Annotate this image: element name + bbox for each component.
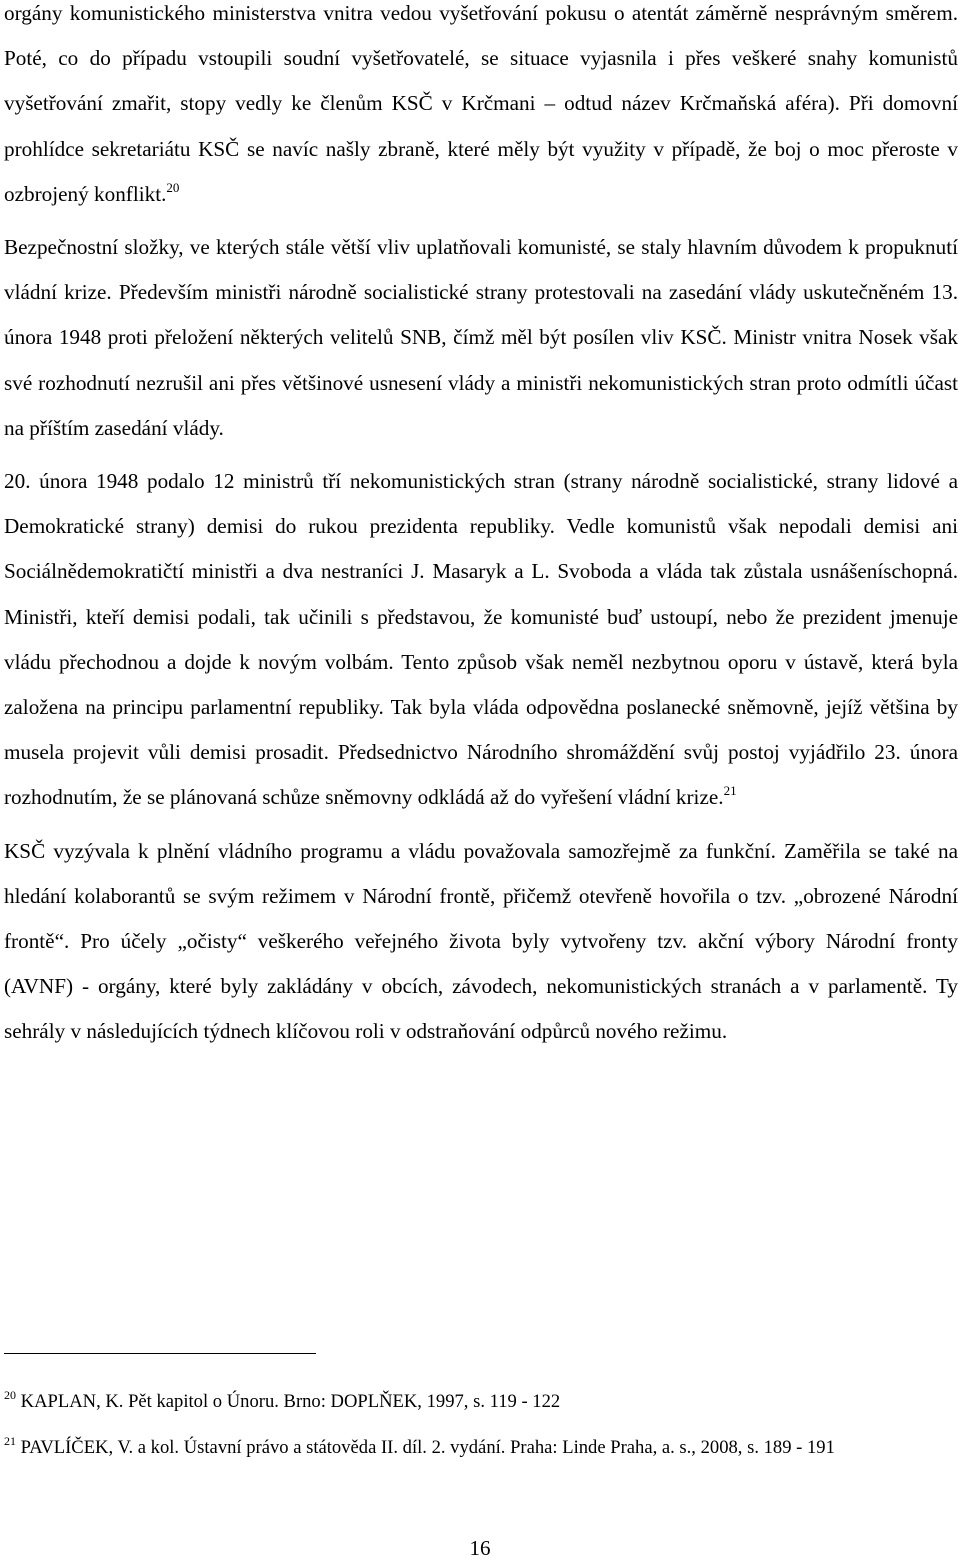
footnote-text: PAVLÍČEK, V. a kol. Ústavní právo a státověda II. díl. 2. vydání. Praha: Linde Praha, a. s., 2008, s. 189 - 191 [20, 1437, 835, 1458]
footnote-21 [4, 1430, 958, 1466]
paragraph-3-text: 20. února 1948 podalo 12 ministrů tří nekomunistických stran (strany národně socialistické, strany lidové a Demokratické strany) demisi do rukou prezidenta republiky. Vedle komunistů však nepodali demisi ani Sociálnědemokratičtí ministři a dva nestraníci J. Masaryk a L. Svoboda a vláda tak zůstala usnášeníschopná. Ministři, kteří demisi podali, tak učinili s představou, že komunisté buď ustoupí, nebo že prezident jmenuje vládu přechodnou a dojde k novým volbám. Tento způsob však neměl nezbytnou oporu v ústavě, která byla založena na principu parlamentní republiky. Tak byla vláda odpovědna poslanecké sněmovně, jejíž většina by musela projevit vůli demisi prosadit. Předsednictvo Národního shromáždění svůj postoj vyjádřilo 23. února rozhodnutím, že se plánovaná schůze sněmovny odkládá až do vyřešení vládní krize. [4, 469, 958, 810]
footnote-ref-21: 21 [723, 783, 737, 799]
footnote-number: 21 [4, 1434, 16, 1448]
paragraph-1-text: orgány komunistického ministerstva vnitra vedou vyšetřování pokusu o atentát záměrně nesprávným směrem. Poté, co do případu vstoupili soudní vyšetřovatelé, se situace vyjasnila i přes veškeré snahy komunistů vyšetřování zmařit, stopy vedly ke členům KSČ v Krčmani – odtud název Krčmaňská aféra). Při domovní prohlídce sekretariátu KSČ se navíc našly zbraně, které měly být využity v případě, že boj o moc přeroste v ozbrojený konflikt. [4, 1, 958, 206]
footnote-ref-20: 20 [166, 179, 180, 195]
paragraph-4-text: KSČ vyzývala k plnění vládního programu a vládu považovala samozřejmě za funkční. Zaměřila se také na hledání kolaborantů se svým režimem v Národní frontě, přičemž otevřeně hovořila o tzv. „obrozené Národní frontě“. Pro účely „očisty“ veškerého veřejného života byly vytvořeny tzv. akční výbory Národní fronty (AVNF) - orgány, které byly zakládány v obcích, závodech, nekomunistických stranách a v parlamentě. Ty sehrály v následujících týdnech klíčovou roli v odstraňování odpůrců nového režimu. [4, 838, 958, 1044]
paragraph-2 [4, 225, 958, 451]
footnotes [4, 1384, 958, 1466]
document-page [4, 0, 958, 1055]
paragraph-3 [4, 459, 958, 821]
paragraph-4 [4, 829, 958, 1055]
paragraph-2-text: Bezpečnostní složky, ve kterých stále větší vliv uplatňovali komunisté, se staly hlavním důvodem k propuknutí vládní krize. Především ministři národně socialistické strany protestovali na zasedání vlády uskutečněném 13. února 1948 proti přeložení některých velitelů SNB, čímž měl být posílen vliv KSČ. Ministr vnitra Nosek však své rozhodnutí nezrušil ani přes většinové usnesení vlády a ministři nekomunistických stran proto odmítli účast na příštím zasedání vlády. [4, 235, 958, 440]
footnote-separator [4, 1353, 316, 1354]
footnote-number: 20 [4, 1388, 16, 1402]
footnote-text: KAPLAN, K. Pět kapitol o Únoru. Brno: DOPLŇEK, 1997, s. 119 - 122 [20, 1391, 561, 1412]
page-number: 16 [469, 1536, 491, 1560]
footnote-20 [4, 1384, 958, 1420]
paragraph-1 [4, 0, 958, 217]
